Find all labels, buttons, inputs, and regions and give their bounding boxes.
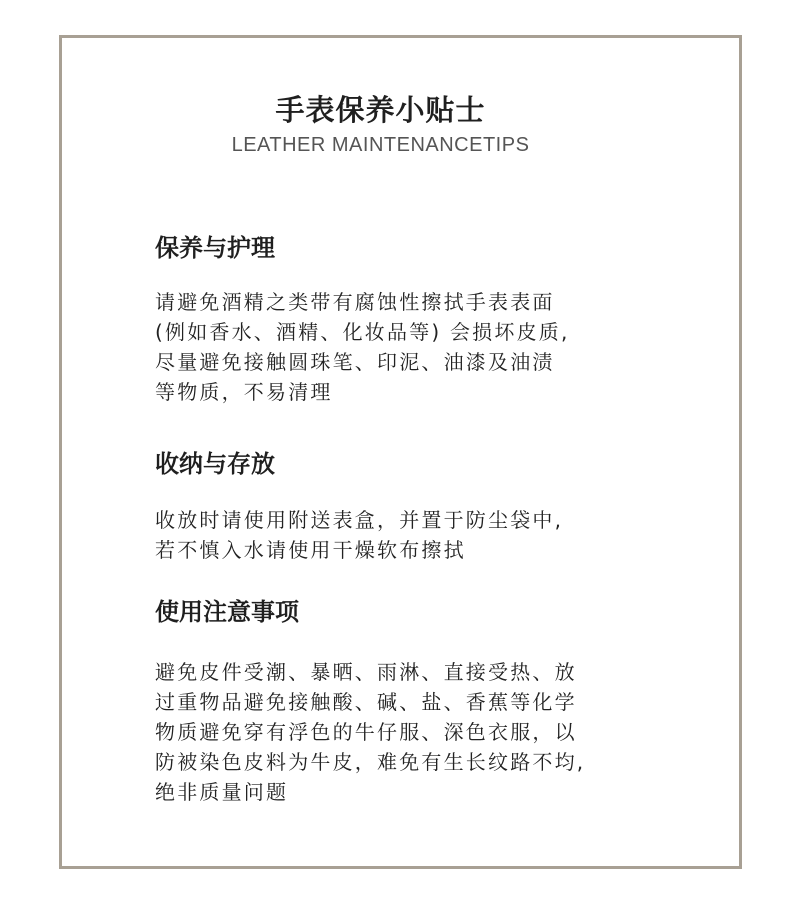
section-heading: 使用注意事项 (155, 598, 299, 626)
body-line: 过重物品避免接触酸、碱、盐、香蕉等化学 (155, 690, 577, 714)
body-line: 避免皮件受潮、暴晒、雨淋、直接受热、放 (155, 660, 577, 684)
body-line: 请避免酒精之类带有腐蚀性擦拭手表表面 (155, 290, 555, 314)
section-body (155, 287, 715, 407)
section-body (155, 505, 715, 565)
page-title: 手表保养小贴士 (275, 93, 486, 127)
body-line: (例如香水、酒精、化妆品等) 会损坏皮质, (155, 320, 570, 344)
section-storage (155, 449, 715, 565)
body-line: 绝非质量问题 (155, 780, 289, 804)
body-line: 收放时请使用附送表盒，并置于防尘袋中, (155, 508, 564, 532)
body-line: 尽量避免接触圆珠笔、印泥、油漆及油渍 (155, 350, 555, 374)
body-line: 防被染色皮料为牛皮，难免有生长纹路不均, (155, 750, 586, 774)
section-care (155, 233, 715, 407)
section-heading: 保养与护理 (155, 234, 275, 262)
tips-card (59, 35, 742, 869)
body-line: 物质避免穿有浮色的牛仔服、深色衣服，以 (155, 720, 577, 744)
page-subtitle: LEATHER MAINTENANCETIPS (231, 134, 530, 156)
section-heading: 收纳与存放 (155, 450, 275, 478)
section-body (155, 657, 715, 807)
body-line: 等物质，不易清理 (155, 380, 333, 404)
body-line: 若不慎入水请使用干燥软布擦拭 (155, 538, 466, 562)
section-notes (155, 597, 715, 807)
